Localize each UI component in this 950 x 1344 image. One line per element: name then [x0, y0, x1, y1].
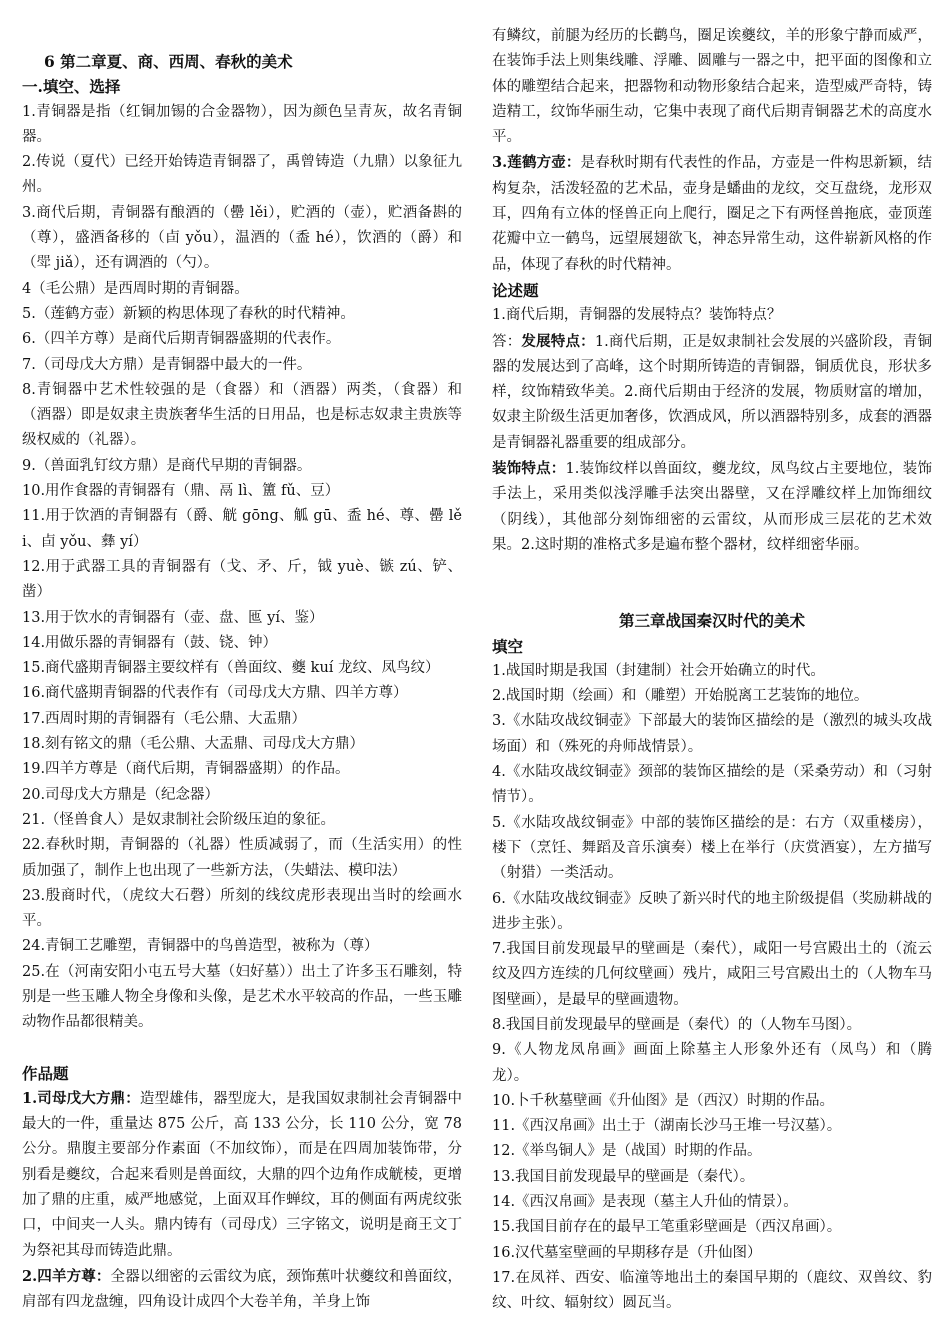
fill-item-12: 12.用于武器工具的青铜器有（戈、矛、斤，钺 yuè、镞 zú、铲、凿）: [22, 558, 462, 601]
development-text: 1.商代后期，正是奴隶制社会发展的兴盛阶段，青铜器的发展达到了高峰，这个时期所铸造的青铜器，铜质优良，形状多样，纹饰精致华美。2.商代后期由于经济的发展，物质财富的增加，奴隶主阶级生活更加奢侈，饮酒成风，所以酒器特别多，成套的酒器是青铜器礼器重要的组成部分。: [492, 333, 932, 451]
ch3-fill-item-10: 10.卜千秋墓壁画《升仙图》是（西汉）时期的作品。: [492, 1092, 835, 1109]
fill-item-10: 10.用作食器的青铜器有（鼎、鬲 lì、簠 fǔ、豆）: [22, 483, 340, 500]
fill-item-6: 6.（四羊方尊）是商代后期青铜器盛期的代表作。: [22, 331, 341, 348]
fill-item-14: 14.用做乐器的青铜器有（鼓、铙、钟）: [22, 634, 278, 651]
fill-item-3: 3.商代后期，青铜器有酿酒的（罍 lěi），贮酒的（壶），贮酒备斟的（尊），盛酒备移的（卣 yǒu），温酒的（盉 hé），饮酒的（爵）和（斝 jiǎ），还有调酒的（勺）。: [22, 204, 462, 272]
chapter3-fill-heading: 填空: [492, 636, 524, 656]
fill-item-20: 20.司母戊大方鼎是（纪念器）: [22, 786, 220, 803]
fill-item-25: 25.在（河南安阳小屯五号大墓（妇好墓））出土了许多玉石雕刻，特别是一些玉雕人物全身像和头像，是艺术水平较高的作品，一些玉雕动物作品都很精美。: [22, 963, 462, 1031]
work-item-2-label: 2.四羊方尊：: [22, 1267, 111, 1285]
fill-item-7: 7.（司母戊大方鼎）是青铜器中最大的一件。: [22, 356, 312, 373]
ch3-fill-item-1: 1.战国时期是我国（封建制）社会开始确立的时代。: [492, 662, 825, 679]
spacer: [22, 1036, 462, 1061]
essay-answer-decoration: [492, 456, 932, 558]
ch3-fill-item-3: 3.《水陆攻战纹铜壶》下部最大的装饰区描绘的是（激烈的城头攻战场面）和（殊死的舟师战情景）。: [492, 713, 932, 755]
ch3-fill-item-13: 13.我国目前发现最早的壁画是（秦代）。: [492, 1168, 755, 1185]
fill-item-22: 22.春秋时期，青铜器的（礼器）性质减弱了，而（生活实用）的性质加强了，制作上也出现了一些新方法，（失蜡法、模印法）: [22, 837, 462, 879]
essay-question: 1.商代后期，青铜器的发展特点？装饰特点？: [492, 307, 782, 324]
spacer: [492, 558, 932, 608]
answer-prefix: 答：: [492, 333, 522, 350]
ch3-fill-item-11: 11.《西汉帛画》出土于（湖南长沙马王堆一号汉墓）。: [492, 1118, 842, 1135]
fill-item-17: 17.西周时期的青铜器有（毛公鼎、大盂鼎）: [22, 710, 307, 727]
chapter3-title: 第三章战国秦汉时代的美术: [618, 611, 805, 631]
fill-item-16: 16.商代盛期青铜器的代表作有（司母戊大方鼎、四羊方尊）: [22, 685, 408, 702]
ch3-fill-item-15: 15.我国目前存在的最早工笔重彩壁画是（西汉帛画）。: [492, 1219, 842, 1236]
fill-section-heading: 一.填空、选择: [22, 77, 121, 97]
work-item-1: [22, 1086, 462, 1264]
fill-item-18: 18.刻有铭文的鼎（毛公鼎、大盂鼎、司母戊大方鼎）: [22, 736, 365, 753]
fill-item-2: 2.传说（夏代）已经开始铸造青铜器了，禹曾铸造（九鼎）以象征九州。: [22, 154, 462, 196]
ch3-fill-item-16: 16.汉代墓室壁画的早期移存是（升仙图）: [492, 1244, 762, 1261]
ch3-fill-item-9: 9.《人物龙凤帛画》画面上除墓主人形象外还有（凤鸟）和（腾龙）。: [492, 1042, 932, 1084]
fill-item-4: 4（毛公鼎）是西周时期的青铜器。: [22, 280, 249, 297]
work-item-3: [492, 150, 932, 277]
works-section-heading: 作品题: [22, 1063, 69, 1083]
work-item-2-continued: 有鳞纹，前腿为经历的长鹳鸟，圈足诶夔纹，羊的形象宁静而威严，在装饰手法上则集线雕、浮雕、圆雕与一器之中，把平面的图像和立体的雕塑结合起来，把器物和动物形象结合起来，造型威严奇特，铸造精工，纹饰华丽生动，它集中表现了商代后期青铜器艺术的高度水平。: [492, 28, 932, 146]
work-item-1-text: 造型雄伟，器型庞大，是我国奴隶制社会青铜器中最大的一件，重量达 875 公斤，高 133 公分，长 110 公分，宽 78 公分。鼎腹主要部分作素面（不加纹饰），而是在四周加装饰带，分别看是夔纹，合起来看则是兽面纹，大鼎的四个边角作成觥棱，更增加了鼎的庄重，威严地感觉，上面双耳作蝉纹，耳的侧面有两虎纹张口，中间夹一人头。鼎内铸有（司母戊）三字铭文，说明是商王文丁为祭祀其母而铸造此鼎。: [22, 1090, 462, 1259]
work-item-3-text: 是春秋时期有代表性的作品，方壶是一件构思新颖，结构复杂，活泼轻盈的艺术品，壶身是蟠曲的龙纹，交互盘绕，龙形双耳，四角有立体的怪兽正向上爬行，圈足之下有两怪兽拖底，壶顶莲花瓣中立一鹤鸟，远望展翅欲飞，神态异常生动，这件崭新风格的作品，体现了春秋的时代精神。: [492, 155, 933, 273]
ch3-fill-item-5: 5.《水陆攻战纹铜壶》中部的装饰区描绘的是：右方（双重楼房），楼下（烹饪、舞蹈及音乐演奏）楼上在举行（庆赏酒宴），左方描写（射猎）一类活动。: [492, 814, 932, 882]
ch3-fill-item-2: 2.战国时期（绘画）和（雕塑）开始脱离工艺装饰的地位。: [492, 688, 869, 705]
left-column: [22, 0, 462, 1316]
fill-item-1: 1.青铜器是指（红铜加锡的合金器物），因为颜色呈青灰，故名青铜器。: [22, 103, 462, 145]
fill-item-24: 24.青铜工艺雕塑，青铜器中的鸟兽造型，被称为（尊）: [22, 938, 379, 955]
fill-item-5: 5.（莲鹤方壶）新颖的构思体现了春秋的时代精神。: [22, 305, 355, 322]
work-item-3-label: 3.莲鹤方壶：: [492, 154, 581, 172]
ch3-fill-item-7: 7.我国目前发现最早的壁画是（秦代），咸阳一号宫殿出土的（流云纹及四方连续的几何纹壁画）残片，咸阳三号宫殿出土的（人物车马图壁画），是最早的壁画遗物。: [492, 941, 932, 1008]
essay-section-heading: 论述题: [492, 280, 539, 300]
ch3-fill-item-8: 8.我国目前发现最早的壁画是（秦代）的（人物车马图）。: [492, 1016, 862, 1033]
fill-item-21: 21.（怪兽食人）是奴隶制社会阶级压迫的象征。: [22, 811, 336, 828]
right-column: [492, 0, 932, 1317]
work-item-2-text: 全器以细密的云雷纹为底，颈饰蕉叶状夔纹和兽面纹，肩部有四龙盘缠，四角设计成四个大卷羊角，羊身上饰: [22, 1268, 463, 1311]
fill-item-9: 9.（兽面乳钉纹方鼎）是商代早期的青铜器。: [22, 457, 312, 474]
fill-item-11: 11.用于饮酒的青铜器有（爵、觥 gōng、觚 gū、盉 hé、尊、罍 lěi、卣 yǒu、彝 yí）: [22, 508, 462, 550]
fill-item-15: 15.商代盛期青铜器主要纹样有（兽面纹、夔 kuí 龙纹、凤鸟纹）: [22, 660, 440, 677]
work-item-2: [22, 1264, 462, 1316]
development-label: 发展特点：: [521, 332, 595, 350]
ch3-fill-item-4: 4.《水陆攻战纹铜壶》颈部的装饰区描绘的是（采桑劳动）和（习射情节）。: [492, 764, 932, 806]
ch3-fill-item-17: 17.在凤祥、西安、临潼等地出土的秦国早期的（鹿纹、双兽纹、豹纹、叶纹、辐射纹）圆瓦当。: [492, 1269, 932, 1312]
ch3-fill-item-12: 12.《举鸟铜人》是（战国）时期的作品。: [492, 1143, 762, 1160]
ch3-fill-item-14: 14.《西汉帛画》是表现（墓主人升仙的情景）。: [492, 1194, 798, 1211]
chapter2-title: 6 第二章夏、商、西周、春秋的美术: [44, 52, 293, 71]
fill-item-23: 23.殷商时代，（虎纹大石磬）所刻的线纹虎形表现出当时的绘画水平。: [22, 887, 462, 930]
fill-item-8: 8.青铜器中艺术性较强的是（食器）和（酒器）两类，（食器）和（酒器）即是奴隶主贵族奢华生活的日用品，也是标志奴隶主贵族等级权威的（礼器）。: [22, 381, 462, 449]
fill-item-13: 13.用于饮水的青铜器有（壶、盘、匜 yí、鉴）: [22, 609, 324, 626]
work-item-1-label: 1.司母戊大方鼎：: [22, 1089, 140, 1107]
fill-item-19: 19.四羊方尊是（商代后期，青铜器盛期）的作品。: [22, 761, 350, 778]
ch3-fill-item-6: 6.《水陆攻战纹铜壶》反映了新兴时代的地主阶级提倡（奖励耕战的进步主张）。: [492, 890, 932, 932]
decoration-text: 1.装饰纹样以兽面纹，夔龙纹，凤鸟纹占主要地位，装饰手法上，采用类似浅浮雕手法突出器壁，又在浮雕纹样上加饰细纹（阴线），其他部分刻饰细密的云雷纹，从而形成三层花的艺术效果。2.这时期的准格式多是遍布整个器材，纹样细密华丽。: [492, 461, 932, 553]
decoration-label: 装饰特点：: [492, 460, 566, 478]
essay-answer-development: [492, 329, 932, 456]
